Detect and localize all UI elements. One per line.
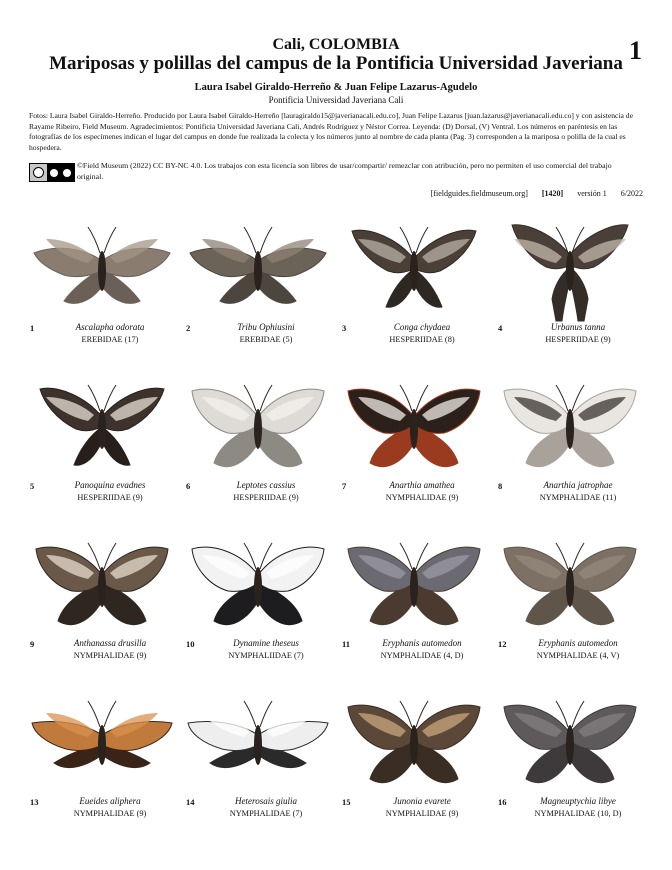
specimen-card	[24, 521, 180, 679]
specimen-number: 4	[498, 323, 503, 333]
specimen-number: 2	[186, 323, 191, 333]
family-label: EREBIDAE (17)	[81, 335, 139, 344]
specimen-card	[336, 521, 492, 679]
family-label: NYMPHALIDAE (9)	[385, 809, 459, 818]
specimen-card	[492, 363, 648, 521]
specimen-photo	[336, 521, 492, 639]
species-name: Eueides aliphera	[79, 796, 141, 806]
specimen-photo	[24, 205, 180, 323]
specimen-number: 16	[498, 797, 507, 807]
specimen-number: 7	[342, 481, 347, 491]
family-label: HESPERIIDAE (9)	[545, 335, 611, 344]
specimen-photo	[24, 363, 180, 481]
guide-info	[431, 189, 643, 198]
species-name: Magneuptychia libye	[540, 796, 616, 806]
specimen-photo	[492, 679, 648, 797]
specimen-photo	[492, 521, 648, 639]
specimen-photo	[180, 521, 336, 639]
species-name: Anarthia jatrophae	[543, 480, 613, 490]
page-title: Mariposas y polillas del campus de la Pontificia Universidad Javeriana	[49, 53, 623, 74]
specimen-number: 8	[498, 481, 503, 491]
specimen-card	[180, 205, 336, 363]
species-name: Eryphanis automedon	[382, 638, 462, 648]
specimen-card	[180, 679, 336, 837]
species-name: Dynamine theseus	[233, 638, 299, 648]
specimen-card	[336, 363, 492, 521]
specimen-number: 13	[30, 797, 39, 807]
family-label: NYMPHALIDAE (7)	[229, 809, 303, 818]
specimen-number: 10	[186, 639, 195, 649]
specimen-card	[492, 521, 648, 679]
specimen-photo	[180, 679, 336, 797]
specimen-number: 12	[498, 639, 507, 649]
license-text: ©Field Museum (2022) CC BY-NC 4.0. Los trabajos con esta licencia son libres de usar/compartir/ remezclar con atribución, pero no permiten el uso comercial del trabajo original.	[77, 161, 612, 181]
species-name: Anthanassa drusilla	[73, 638, 147, 648]
family-label: NYMPHALIDAE (4, D)	[380, 651, 464, 660]
specimen-number: 9	[30, 639, 35, 649]
guide-id: [1420]	[541, 189, 564, 198]
family-label: NYMPHALIDAE (9)	[73, 651, 147, 660]
specimen-number: 5	[30, 481, 35, 491]
family-label: HESPERIIDAE (9)	[77, 493, 143, 502]
specimen-card	[492, 205, 648, 363]
species-name: Conga chydaea	[393, 322, 451, 332]
specimen-card	[180, 521, 336, 679]
specimen-number: 3	[342, 323, 347, 333]
specimen-number: 15	[342, 797, 351, 807]
cc-icon-label	[33, 167, 44, 178]
family-label: NYMPHALIDAE (4, V)	[536, 651, 620, 660]
version: versión 1	[577, 189, 607, 198]
authors: Laura Isabel Giraldo-Herreño & Juan Felipe Lazarus-Agudelo	[194, 82, 478, 93]
specimen-card	[492, 679, 648, 837]
specimen-photo	[24, 521, 180, 639]
specimen-card	[24, 205, 180, 363]
specimen-photo	[492, 363, 648, 481]
species-name: Panoquina evadnes	[74, 480, 146, 490]
family-label: NYMPHALIDAE (11)	[539, 493, 617, 502]
family-label: NYMPHALIDAE (10, D)	[534, 809, 622, 818]
cc-license-icon	[29, 163, 75, 182]
date: 6/2022	[620, 189, 643, 198]
specimen-card	[24, 363, 180, 521]
species-name: Junonia evarete	[393, 796, 451, 806]
specimen-card	[336, 679, 492, 837]
family-label: HESPERIIDAE (8)	[389, 335, 455, 344]
specimen-photo	[24, 679, 180, 797]
location-heading: Cali, COLOMBIA	[272, 36, 400, 53]
institution: Pontificia Universidad Javeriana Cali	[268, 95, 404, 105]
species-name: Ascalapha odorata	[75, 322, 145, 332]
credits-paragraph: Fotos: Laura Isabel Giraldo-Herreño. Producido por Laura Isabel Giraldo-Herreño [lauragiraldo15@javerianacali.edu.co], Juan Felipe Lazarus [juan.lazarus@javerianacali.edu.co] y con asistencia de Rayame Ribeiro, Field Museum. Agradecimientos: Pontificia Universidad Javeriana Cali, Andrés Rodríguez y Néstor Correa. Leyenda: (D) Dorsal, (V) Ventral. Los números en paréntesis en las fotografías de los especímenes indican el lugar del campus en donde fue realizada la colecta y los números junto al nombre de cada planta (Pag. 3) corresponden a la mariposa o polilla de la cual es hospedera.	[29, 111, 633, 152]
specimen-number: 11	[342, 639, 351, 649]
family-label: EREBIDAE (5)	[239, 335, 293, 344]
license-block	[29, 160, 643, 184]
specimen-number: 1	[30, 323, 35, 333]
family-label: NYMPHALIDAE (9)	[385, 493, 459, 502]
species-name: Heterosais giulia	[235, 796, 297, 806]
specimen-card	[180, 363, 336, 521]
family-label: HESPERIIDAE (9)	[233, 493, 299, 502]
header	[0, 36, 672, 106]
species-name: Tribu Ophiusini	[237, 322, 295, 332]
specimen-number: 6	[186, 481, 191, 491]
species-name: Anarthia amathea	[389, 480, 455, 490]
specimen-card	[336, 205, 492, 363]
specimen-photo	[336, 679, 492, 797]
species-name: Eryphanis automedon	[538, 638, 618, 648]
specimen-photo	[336, 363, 492, 481]
family-label: NYMPHALIDAE (9)	[73, 809, 147, 818]
specimen-photo	[180, 205, 336, 323]
species-name: Leptotes cassius	[236, 480, 296, 490]
family-label: NYMPHALIIDAE (7)	[228, 651, 304, 660]
specimen-card	[24, 679, 180, 837]
page-number: 1	[629, 36, 642, 65]
specimen-number: 14	[186, 797, 195, 807]
site-link[interactable]: [fieldguides.fieldmuseum.org]	[430, 189, 528, 198]
specimen-photo	[336, 205, 492, 323]
specimen-photo	[492, 205, 648, 323]
specimen-photo	[180, 363, 336, 481]
species-name: Urbanus tanna	[550, 322, 606, 332]
